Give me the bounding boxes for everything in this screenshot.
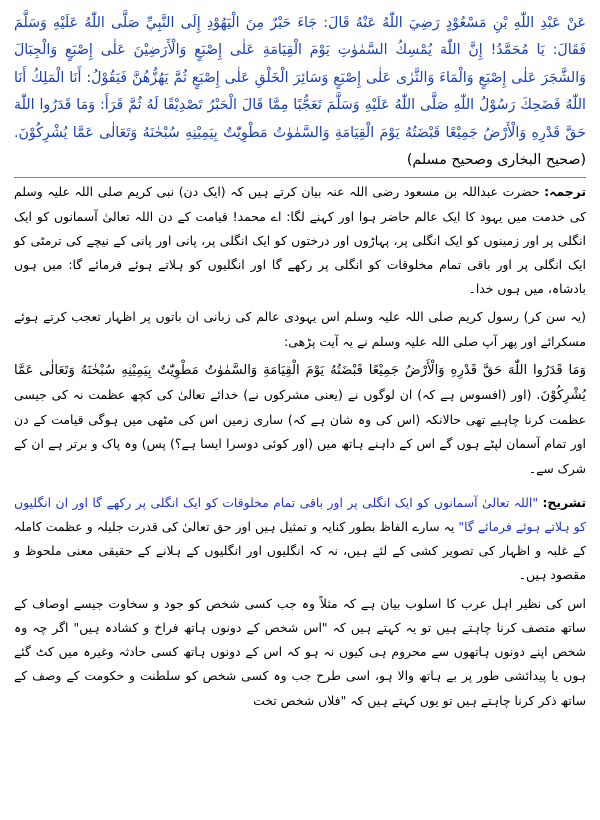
tashreeh-paragraph-2: [14, 592, 586, 713]
tashreeh-quote: "اللہ تعالیٰ آسمانوں کو ایک انگلی پر اور باقی تمام مخلوقات کو ایک انگلی پر رکھے گا اور ان انگلیوں کو ہلاتے ہوئے فرمائے گا": [14, 494, 586, 535]
hadith-arabic-text: [14, 10, 586, 174]
quran-verse-translation: (اور (افسوس ہے کہ) ان لوگوں نے (یعنی مشرکوں نے) خدائے تعالیٰ کی کچھ عظمت نہ کی جیسی عظمت کرنا چاہیے تھی حالانکہ (اس کی وہ شان ہے کہ) ساری زمین اس کی مٹھی میں ہوگی قیامت کے دن اور تمام آسمان لپٹے ہوں گے اس کے داہنے ہاتھ میں (اور کوئی دوسرا ایسا ہے؟) پس) وہ پاک و برتر ہے ان کے شرک سے۔: [14, 387, 586, 476]
translation-text: حضرت عبداللہ بن مسعود رضی اللہ عنہ بیان کرتے ہیں کہ (ایک دن) نبی کریم صلی اللہ علیہ وسلم کی خدمت میں یہود کا ایک عالم حاضر ہوا اور کہنے لگا: اے محمد! قیامت کے دن اللہ تعالیٰ آسمانوں کو ایک انگلی پر اور زمینوں کو ایک انگلی پر، پہاڑوں اور درختوں کو ایک انگلی پر، پانی اور پانی کے نیچے کی ترمٹی کو ایک انگلی پر اور باقی تمام مخلوقات کو انگلی پر رکھے گا اور انگلیوں کو ہلاتے ہوئے فرمائے گا: میں ہوں بادشاہ، میں ہوں خدا۔: [14, 184, 586, 297]
tashreeh-label: تشریح:: [542, 494, 586, 510]
tashreeh-text: یہ سارے الفاظ بطور کنایہ و تمثیل ہیں اور حق تعالیٰ کی قدرت جلیلہ و عظمت کاملہ کے غلبہ و اظہار کی تصویر کشی کے لئے ہیں، نہ کہ انگلیوں اور انگلیوں کے ہلانے کے حقیقی معنی ملحوظ و مقصود ہیں۔: [14, 519, 586, 583]
tashreeh-text-2: اس کی نظیر اہل عرب کا اسلوب بیان ہے کہ مثلاً وہ جب کسی شخص کو جود و سخاوت جیسے اوصاف کے ساتھ متصف کرنا چاہتے ہیں تو یہ کہتے ہیں کہ "اس شخص کے دونوں ہاتھ فراخ و کشادہ ہیں" اگر چہ وہ شخص اپنے دونوں ہاتھوں سے محروم ہی کیوں نہ ہو کہ اس کے دونوں ہاتھ کسی حادثہ وغیرہ میں کٹ گئے ہوں یا پیدائشی طور پر بے ہاتھ والا ہو، اسی طرح جب وہ کسی شخص کو سلطنت و حکومت کے وصف کے ساتھ ذکر کرنا چاہتے ہیں تو یوں کہتے ہیں کہ "فلاں شخص تخت: [14, 595, 586, 708]
section-divider: [14, 177, 586, 178]
translation-label: ترجمہ:: [544, 184, 586, 200]
tashreeh-paragraph: [14, 491, 586, 588]
translation-paragraph: [14, 180, 586, 301]
quran-verse-arabic: وَمَا قَدَرُوا اللّٰهَ حَقَّ قَدْرِهِ وَالْأَرْضُ جَمِيْعًا قَبْضَتُهُ يَوْمَ الْقِيَامَةِ وَالسَّمٰوٰتُ مَطْوِيّٰتٌ بِيَمِيْنِهِ سُبْحٰنَهُ وَتَعَالٰى عَمَّا يُشْرِكُوْنَ.: [14, 362, 586, 404]
hadith-arabic-body: عَنْ عَبْدِ اللّٰهِ بْنِ مَسْعُوْدٍ رَضِيَ اللّٰهُ عَنْهُ قَالَ: جَاءَ حَبْرٌ مِنَ الْيَهُوْدِ إِلَى النَّبِيِّ صَلَّى اللّٰهُ عَلَيْهِ وَسَلَّمَ فَقَالَ: يَا مُحَمَّدُ! إِنَّ اللّٰهَ يُمْسِكُ السَّمٰوٰتِ يَوْمَ الْقِيَامَةِ عَلٰى إِصْبَعٍ وَالْأَرَضِيْنَ عَلٰى إِصْبَعٍ وَالْجِبَالَ وَالشَّجَرَ عَلٰى إِصْبَعٍ وَالْمَاءَ وَالثَّرٰى عَلٰى إِصْبَعٍ وَسَائِرَ الْخَلْقِ عَلٰى إِصْبَعٍ ثُمَّ يَهُزُّهُنَّ فَيَقُوْلُ: أَنَا الْمَلِكُ أَنَا اللّٰهُ فَضَحِكَ رَسُوْلُ اللّٰهِ صَلَّى اللّٰهُ عَلَيْهِ وَسَلَّمَ تَعَجُّبًا مِمَّا قَالَ الْحَبْرُ تَصْدِيْقًا لَهُ ثُمَّ قَرَأَ: وَمَا قَدَرُوا اللّٰهَ حَقَّ قَدْرِهِ وَالْأَرْضُ جَمِيْعًا قَبْضَتُهُ يَوْمَ الْقِيَامَةِ وَالسَّمٰوٰتُ مَطْوِيّٰتٌ بِيَمِيْنِهِ سُبْحٰنَهُ وَتَعَالٰى عَمَّا يُشْرِكُوْنَ.: [14, 15, 586, 141]
translation-paragraph-2: [14, 305, 586, 353]
quran-verse-paragraph: [14, 358, 586, 481]
hadith-reference: (صحیح البخاری وصحیح مسلم): [406, 152, 586, 169]
translation-text-2: (یہ سن کر) رسول کریم صلی اللہ علیہ وسلم اس یہودی عالم کی زبانی ان باتوں پر اظہار تعجب کرتے ہوئے مسکرائے اور پھر آپ صلی اللہ علیہ وسلم نے یہ آیت پڑھی:: [14, 309, 586, 349]
